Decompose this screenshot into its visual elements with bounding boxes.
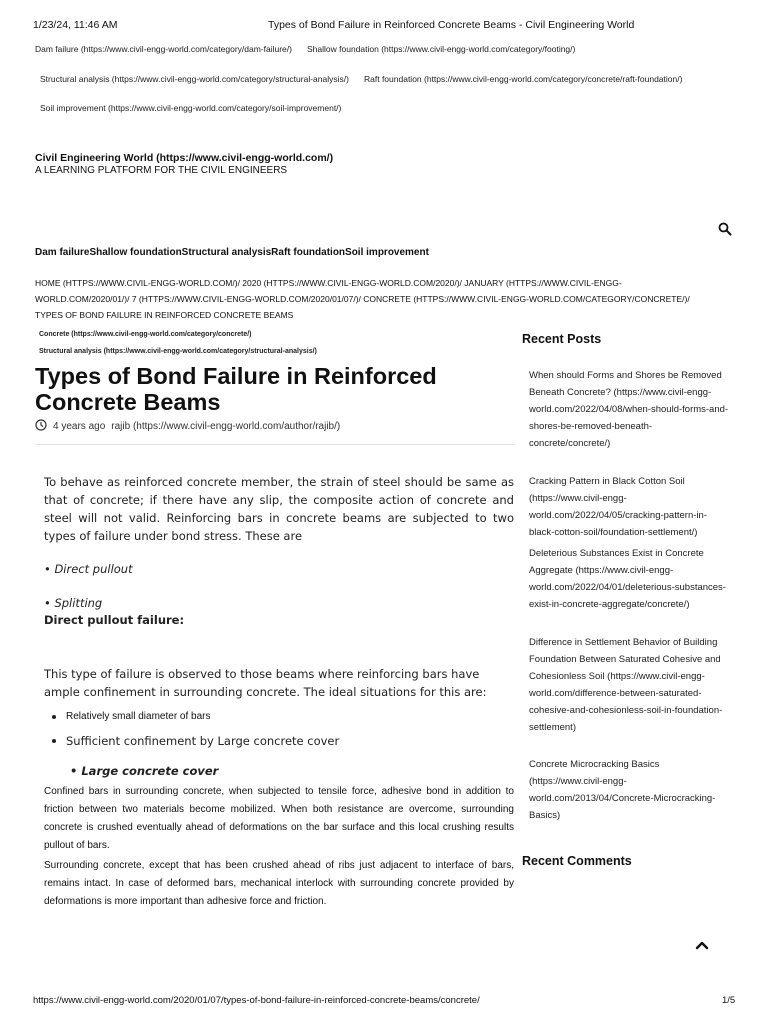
- recent-posts-heading: Recent Posts: [522, 332, 602, 346]
- recent-post-link[interactable]: Deleterious Substances Exist in Concrete Aggregate (https://www.civil-engg-world.com/2022/04/01/deleterious-substances-exist-in-concrete-aggregate/concrete/): [529, 548, 726, 610]
- search-icon[interactable]: [718, 222, 732, 236]
- breadcrumb-line[interactable]: WORLD.COM/2020/01/)/ 7 (HTTPS://WWW.CIVIL-ENGG-WORLD.COM/2020/01/07/)/ CONCRETE (HTTPS://WWW.CIVIL-ENGG-WORLD.COM/CATEGORY/CONCRETE/)/: [35, 294, 690, 304]
- article-title: Types of Bond Failure in Reinforced Concrete Beams: [35, 363, 437, 415]
- print-doc-title: Types of Bond Failure in Reinforced Concrete Beams - Civil Engineering World: [268, 19, 635, 31]
- heading-direct-pullout: Direct pullout failure:: [44, 613, 185, 627]
- bullet-dot: [52, 715, 56, 719]
- recent-post-link[interactable]: When should Forms and Shores be Removed Beneath Concrete? (https://www.civil-engg-world.com/2022/04/08/when-should-forms-and-shores-be-removed-beneath-concrete/concrete/): [529, 370, 729, 449]
- breadcrumb: [35, 275, 735, 323]
- main-nav[interactable]: Dam failureShallow foundationStructural analysisRaft foundationSoil improvement: [35, 247, 429, 258]
- bullet-dot: [52, 739, 56, 743]
- breadcrumb-current: TYPES OF BOND FAILURE IN REINFORCED CONCRETE BEAMS: [35, 310, 294, 320]
- print-footer-url: https://www.civil-engg-world.com/2020/01/07/types-of-bond-failure-in-reinforced-concrete-beams/concrete/: [33, 995, 480, 1006]
- bullet-splitting: • Splitting: [44, 596, 103, 610]
- chevron-up-icon[interactable]: [694, 938, 710, 950]
- site-title-link[interactable]: Civil Engineering World (https://www.civil-engg-world.com/): [35, 152, 334, 164]
- print-page-number: 1/5: [722, 995, 736, 1006]
- confined-bars-paragraph: Confined bars in surrounding concrete, when subjected to tensile force, adhesive bond in addition to friction between two materials become mobilized. When both resistance are overcome, surrounding concrete is crushed eventually ahead of deformations on the bar surface and this local crushing results pullout of bars.: [44, 786, 514, 851]
- list-item: [52, 711, 211, 722]
- top-link-structural-analysis[interactable]: Structural analysis (https://www.civil-engg-world.com/category/structural-analysis/): [40, 74, 349, 84]
- divider: [35, 444, 515, 445]
- site-tagline: A LEARNING PLATFORM FOR THE CIVIL ENGINEERS: [35, 165, 288, 176]
- direct-pullout-paragraph: This type of failure is observed to those beams where reinforcing bars have ample confinement in surrounding concrete. The ideal situations for this are:: [44, 667, 487, 699]
- list-item: [52, 734, 339, 748]
- top-link-soil-improvement[interactable]: Soil improvement (https://www.civil-engg-world.com/category/soil-improvement/): [40, 103, 342, 113]
- top-link-dam-failure[interactable]: Dam failure (https://www.civil-engg-world.com/category/dam-failure/): [35, 44, 292, 54]
- recent-post-link[interactable]: Cracking Pattern in Black Cotton Soil (https://www.civil-engg-world.com/2022/04/05/cracking-pattern-in-black-cotton-soil/foundation-settlement/): [529, 476, 707, 538]
- heading-large-concrete-cover: • Large concrete cover: [70, 764, 219, 778]
- breadcrumb-line[interactable]: HOME (HTTPS://WWW.CIVIL-ENGG-WORLD.COM/)/ 2020 (HTTPS://WWW.CIVIL-ENGG-WORLD.COM/2020/)/ JANUARY (HTTPS://WWW.CIVIL-ENGG-: [35, 278, 622, 288]
- list-item-text: Relatively small diameter of bars: [66, 711, 211, 722]
- top-link-shallow-foundation[interactable]: Shallow foundation (https://www.civil-engg-world.com/category/footing/): [307, 44, 576, 54]
- clock-icon: [35, 419, 47, 434]
- bullet-direct-pullout: • Direct pullout: [44, 562, 133, 576]
- top-link-raft-foundation[interactable]: Raft foundation (https://www.civil-engg-world.com/category/concrete/raft-foundation/): [364, 74, 683, 84]
- category-link-structural-analysis[interactable]: Structural analysis (https://www.civil-engg-world.com/category/structural-analysis/): [39, 348, 317, 355]
- author-link[interactable]: rajib (https://www.civil-engg-world.com/author/rajib/): [111, 421, 341, 432]
- list-item-text: Sufficient confinement by Large concrete cover: [66, 734, 340, 748]
- article-meta: [35, 419, 340, 434]
- surrounding-concrete-paragraph: Surrounding concrete, except that has been crushed ahead of ribs just adjacent to interface of bars, remains intact. In case of deformed bars, mechanical interlock with surrounding concrete provided by deformations is more important than adhesive force and friction.: [44, 860, 514, 907]
- post-time: 4 years ago: [53, 421, 106, 432]
- print-datetime: 1/23/24, 11:46 AM: [33, 19, 118, 31]
- recent-comments-heading: Recent Comments: [522, 854, 632, 868]
- recent-post-link[interactable]: Difference in Settlement Behavior of Building Foundation Between Saturated Cohesive and Cohesionless Soil (https://www.civil-engg-world.com/difference-between-saturated-cohesive-and-cohesionless-soil-in-foundation-settlement): [529, 637, 723, 733]
- intro-paragraph: To behave as reinforced concrete member, the strain of steel should be same as that of concrete; if there have any slip, the composite action of concrete and steel will not valid. Reinforcing bars in concrete beams are subjected to two types of failure under bond stress. These are: [44, 475, 514, 543]
- recent-post-link[interactable]: Concrete Microcracking Basics (https://www.civil-engg-world.com/2013/04/Concrete-Microcracking-Basics): [529, 759, 716, 821]
- category-link-concrete[interactable]: Concrete (https://www.civil-engg-world.com/category/concrete/): [39, 331, 252, 338]
